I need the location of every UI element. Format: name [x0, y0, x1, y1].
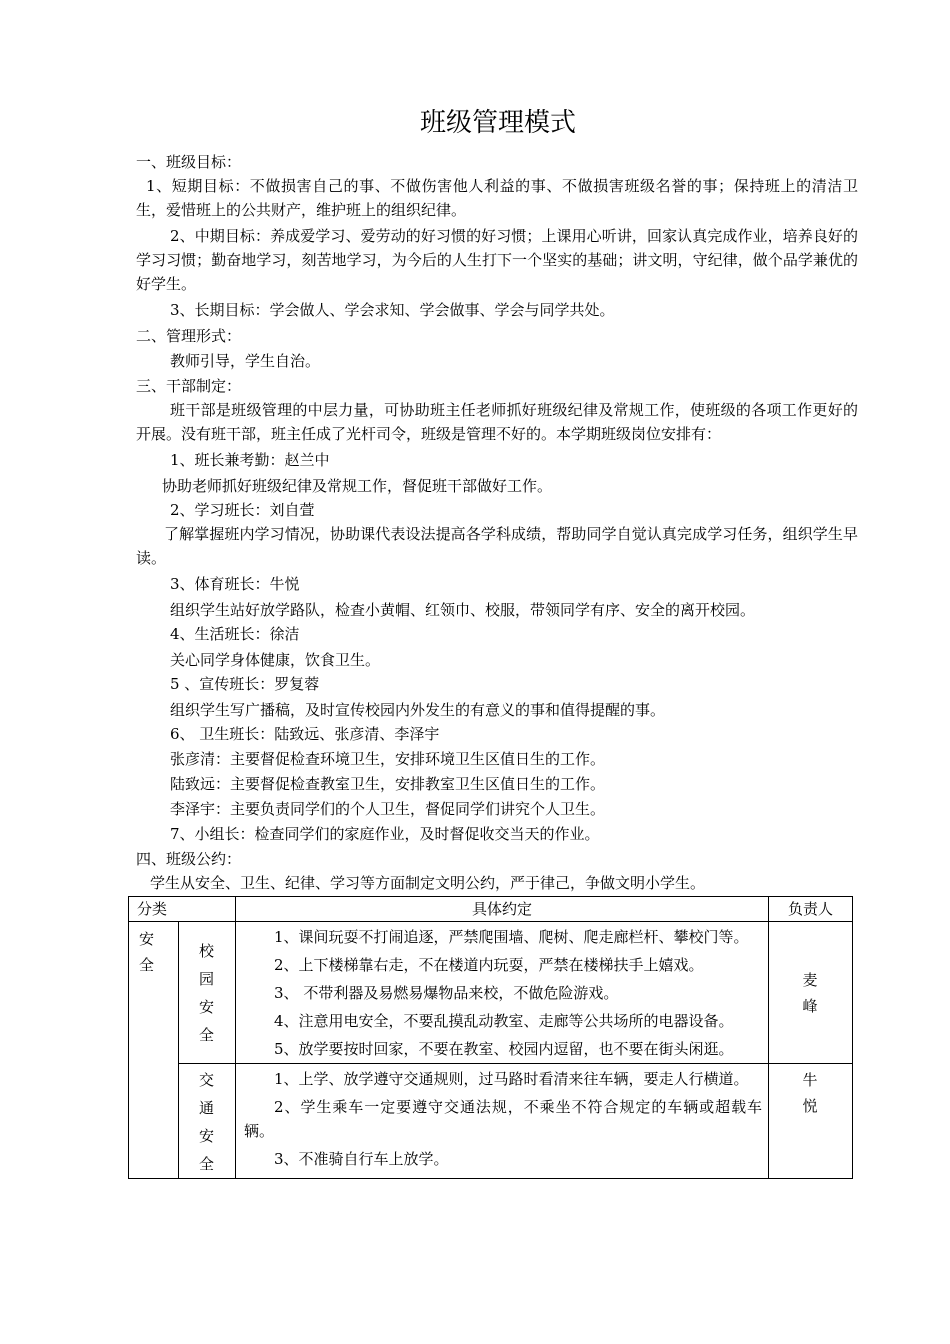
subcategory-campus	[179, 922, 236, 1064]
role-hygiene-lu: 陆致远：主要督促检查教室卫生，安排教室卫生区值日生的工作。	[170, 775, 606, 793]
role-life-desc: 关心同学身体健康，饮食卫生。	[170, 651, 381, 669]
management-text: 教师引导，学生自治。	[170, 352, 321, 370]
traffic-rules-cell	[236, 1064, 769, 1179]
campus-rule-2: 2、上下楼梯靠右走，不在楼道内玩耍，严禁在楼梯扶手上嬉戏。	[274, 956, 704, 974]
table-header-row	[129, 897, 853, 922]
campus-rules-cell	[236, 922, 769, 1064]
owner-campus	[769, 922, 853, 1064]
traffic-rule-3: 3、不准骑自行车上放学。	[274, 1150, 449, 1168]
section-heading-management: 二、管理形式：	[136, 327, 242, 345]
role-sports-desc: 组织学生站好放学路队，检查小黄帽、红领巾、校服，带领同学有序、安全的离开校园。	[170, 601, 756, 619]
goal-mid-term: 2、中期目标：养成爱学习、爱劳动的好习惯的好习惯；上课用心听讲，回家认真完成作业，培养良好的学习习惯；勤奋地学习，刻苦地学习，为今后的人生打下一个坚实的基础；讲文明，守纪律，做个品学兼优的好学生。	[136, 227, 858, 293]
convention-intro: 学生从安全、卫生、纪律、学习等方面制定文明公约，严于律己，争做文明小学生。	[150, 874, 706, 892]
page-title: 班级管理模式	[419, 108, 576, 138]
role-life-title: 4、生活班长：徐洁	[170, 625, 300, 643]
owner-traffic-name: 牛悦	[802, 1071, 818, 1115]
header-category: 分类	[129, 897, 236, 922]
owner-campus-name: 麦峰	[802, 970, 818, 1015]
role-monitor-desc: 协助老师抓好班级纪律及常规工作，督促班干部做好工作。	[162, 477, 553, 495]
campus-rule-4: 4、注意用电安全，不要乱摸乱动教室、走廊等公共场所的电器设备。	[274, 1012, 734, 1030]
campus-rule-5: 5、放学要按时回家，不要在教室、校园内逗留，也不要在街头闲逛。	[274, 1040, 734, 1058]
role-study-desc: 了解掌握班内学习情况，协助课代表设法提高各学科成绩，帮助同学自觉认真完成学习任务，组织学生早读。	[136, 525, 858, 567]
role-study-title: 2、学习班长：刘自萱	[170, 501, 315, 519]
role-publicity-desc: 组织学生写广播稿，及时宣传校园内外发生的有意义的事和值得提醒的事。	[170, 701, 666, 719]
table-row-campus	[129, 922, 853, 1064]
role-hygiene-li: 李泽宇：主要负责同学们的个人卫生，督促同学们讲究个人卫生。	[170, 800, 606, 818]
header-rules: 具体约定	[236, 897, 769, 922]
convention-table	[128, 896, 853, 1179]
role-group-leader: 7、小组长：检查同学们的家庭作业，及时督促收交当天的作业。	[170, 825, 600, 843]
cadres-intro: 班干部是班级管理的中层力量，可协助班主任老师抓好班级纪律及常规工作，使班级的各项工作更好的开展。没有班干部，班主任成了光杆司令，班级是管理不好的。本学期班级岗位安排有：	[136, 401, 858, 443]
header-owner: 负责人	[769, 897, 853, 922]
subcategory-traffic	[179, 1064, 236, 1179]
role-publicity-title: 5 、宣传班长：罗复蓉	[170, 675, 320, 693]
category-safety	[129, 922, 179, 1179]
campus-rule-1: 1、课间玩耍不打闹追逐，严禁爬围墙、爬树、爬走廊栏杆、攀校门等。	[274, 928, 749, 946]
section-heading-convention: 四、班级公约：	[136, 850, 242, 868]
role-hygiene-title: 6、 卫生班长：陆致远、张彦清、李泽宇	[170, 725, 440, 743]
role-monitor-title: 1、班长兼考勤：赵兰中	[170, 451, 330, 469]
campus-rule-3: 3、 不带利器及易燃易爆物品来校，不做危险游戏。	[274, 984, 619, 1002]
traffic-rule-2: 2、学生乘车一定要遵守交通法规，不乘坐不符合规定的车辆或超载车辆。	[244, 1098, 763, 1140]
role-sports-title: 3、体育班长：牛悦	[170, 575, 300, 593]
owner-traffic	[769, 1064, 853, 1179]
subcategory-campus-label: 校园安全	[199, 941, 215, 1044]
traffic-rule-1: 1、上学、放学遵守交通规则，过马路时看清来往车辆，要走人行横道。	[274, 1070, 749, 1088]
section-heading-cadres: 三、干部制定：	[136, 377, 242, 395]
goal-short-term: 1、短期目标：不做损害自己的事、不做伤害他人利益的事、不做损害班级名誉的事；保持班上的清洁卫生，爱惜班上的公共财产，维护班上的组织纪律。	[136, 177, 858, 219]
goal-long-term: 3、长期目标：学会做人、学会求知、学会做事、学会与同学共处。	[170, 301, 615, 319]
section-heading-goals: 一、班级目标：	[136, 153, 242, 171]
subcategory-traffic-label: 交通安全	[199, 1071, 215, 1173]
role-hygiene-zhang: 张彦清：主要督促检查环境卫生，安排环境卫生区值日生的工作。	[170, 750, 606, 768]
table-row-traffic	[129, 1064, 853, 1179]
category-safety-label: 安全	[139, 930, 155, 974]
